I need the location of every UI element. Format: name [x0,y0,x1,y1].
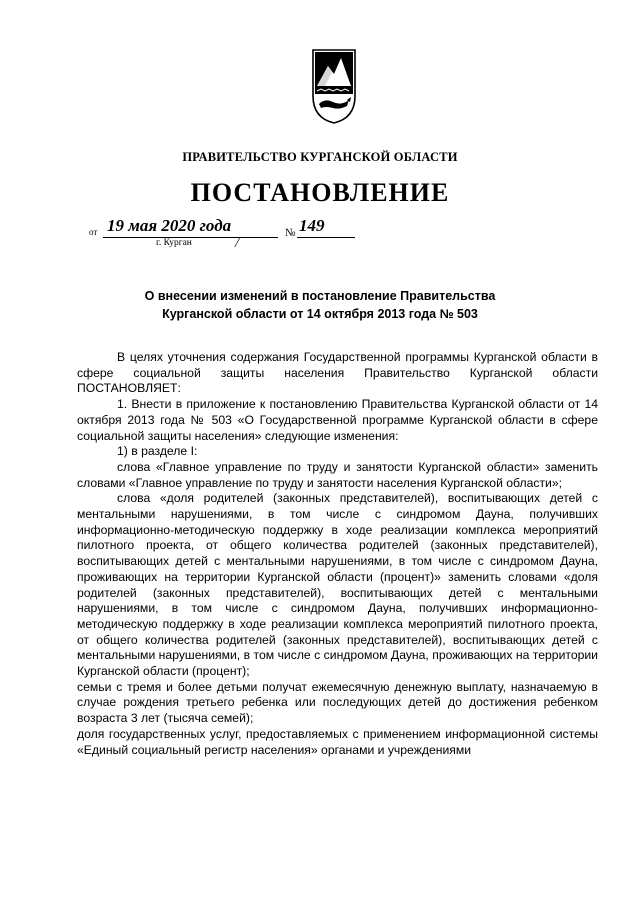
body-paragraph-item-1: 1. Внести в приложение к постановлению Правительства Курганской области от 14 октября 2013 года № 503 «О Государственной программе Курганской области в сфере социальной защиты населения» следующие изменения: [77,397,598,443]
body-paragraph-amendment-3: семьи с тремя и более детьми получат ежемесячную денежную выплату, назначаемую в случае рождения третьего ребенка или последующих детей до достижения ребенком возраста 3 лет (тысяча семей); [77,679,598,726]
body-paragraph-subitem-1: 1) в разделе I: [117,444,198,459]
date-line [89,218,359,258]
city-label: г. Курган [156,238,192,248]
body-paragraph-preamble: В целях уточнения содержания Государственной программы Курганской области в сфере социальной защиты населения Правительство Курганской области ПОСТАНОВЛЯЕТ: [77,350,598,396]
subject-line-1: О внесении изменений в постановление Правительства [144,289,496,303]
government-name: ПРАВИТЕЛЬСТВО КУРГАНСКОЙ ОБЛАСТИ [182,150,458,164]
document-body [77,350,598,758]
body-paragraph-amendment-2: слова «доля родителей (законных представителей), воспитывающих детей с ментальными нарушениями, в том числе с синдромом Дауна, получивших информационно-методическую поддержку в ходе реализации комплекса мероприятий пилотного проекта, от общего количества родителей (законных представителей), воспитывающих детей с ментальными нарушениями, в том числе с синдромом Дауна, проживающих на территории Курганской области (процент)» заменить словами «доля родителей (законных представителей), воспитывающих детей с ментальными нарушениями, в том числе с синдромом Дауна, получивших информационно-методическую поддержку в ходе реализации комплекса мероприятий пилотного проекта, от общего количества родителей (законных представителей), воспитывающих детей с ментальными нарушениями, в том числе с синдромом Дауна, проживающих на территории Курганской области (процент); [77,491,598,679]
document-type-title: ПОСТАНОВЛЕНИЕ [190,178,450,207]
body-paragraph-amendment-1: слова «Главное управление по труду и занятости Курганской области» заменить словами «Главное управление по труду и занятости населения Курганской области»; [77,459,598,490]
body-paragraph-amendment-4: доля государственных услуг, предоставляемых с применением информационной системы «Единый социальный регистр населения» органами и учреждениями [77,726,598,757]
subject-line-2: Курганской области от 14 октября 2013 года № 503 [162,307,478,321]
coat-of-arms-emblem [311,48,357,125]
document-subject [0,287,640,323]
number-underline [297,237,355,238]
date-value: 19 мая 2020 года [107,216,232,235]
number-value: 149 [299,216,325,235]
number-label: № [285,227,296,239]
date-from-label: от [89,227,98,237]
handwritten-mark: / [235,236,239,251]
